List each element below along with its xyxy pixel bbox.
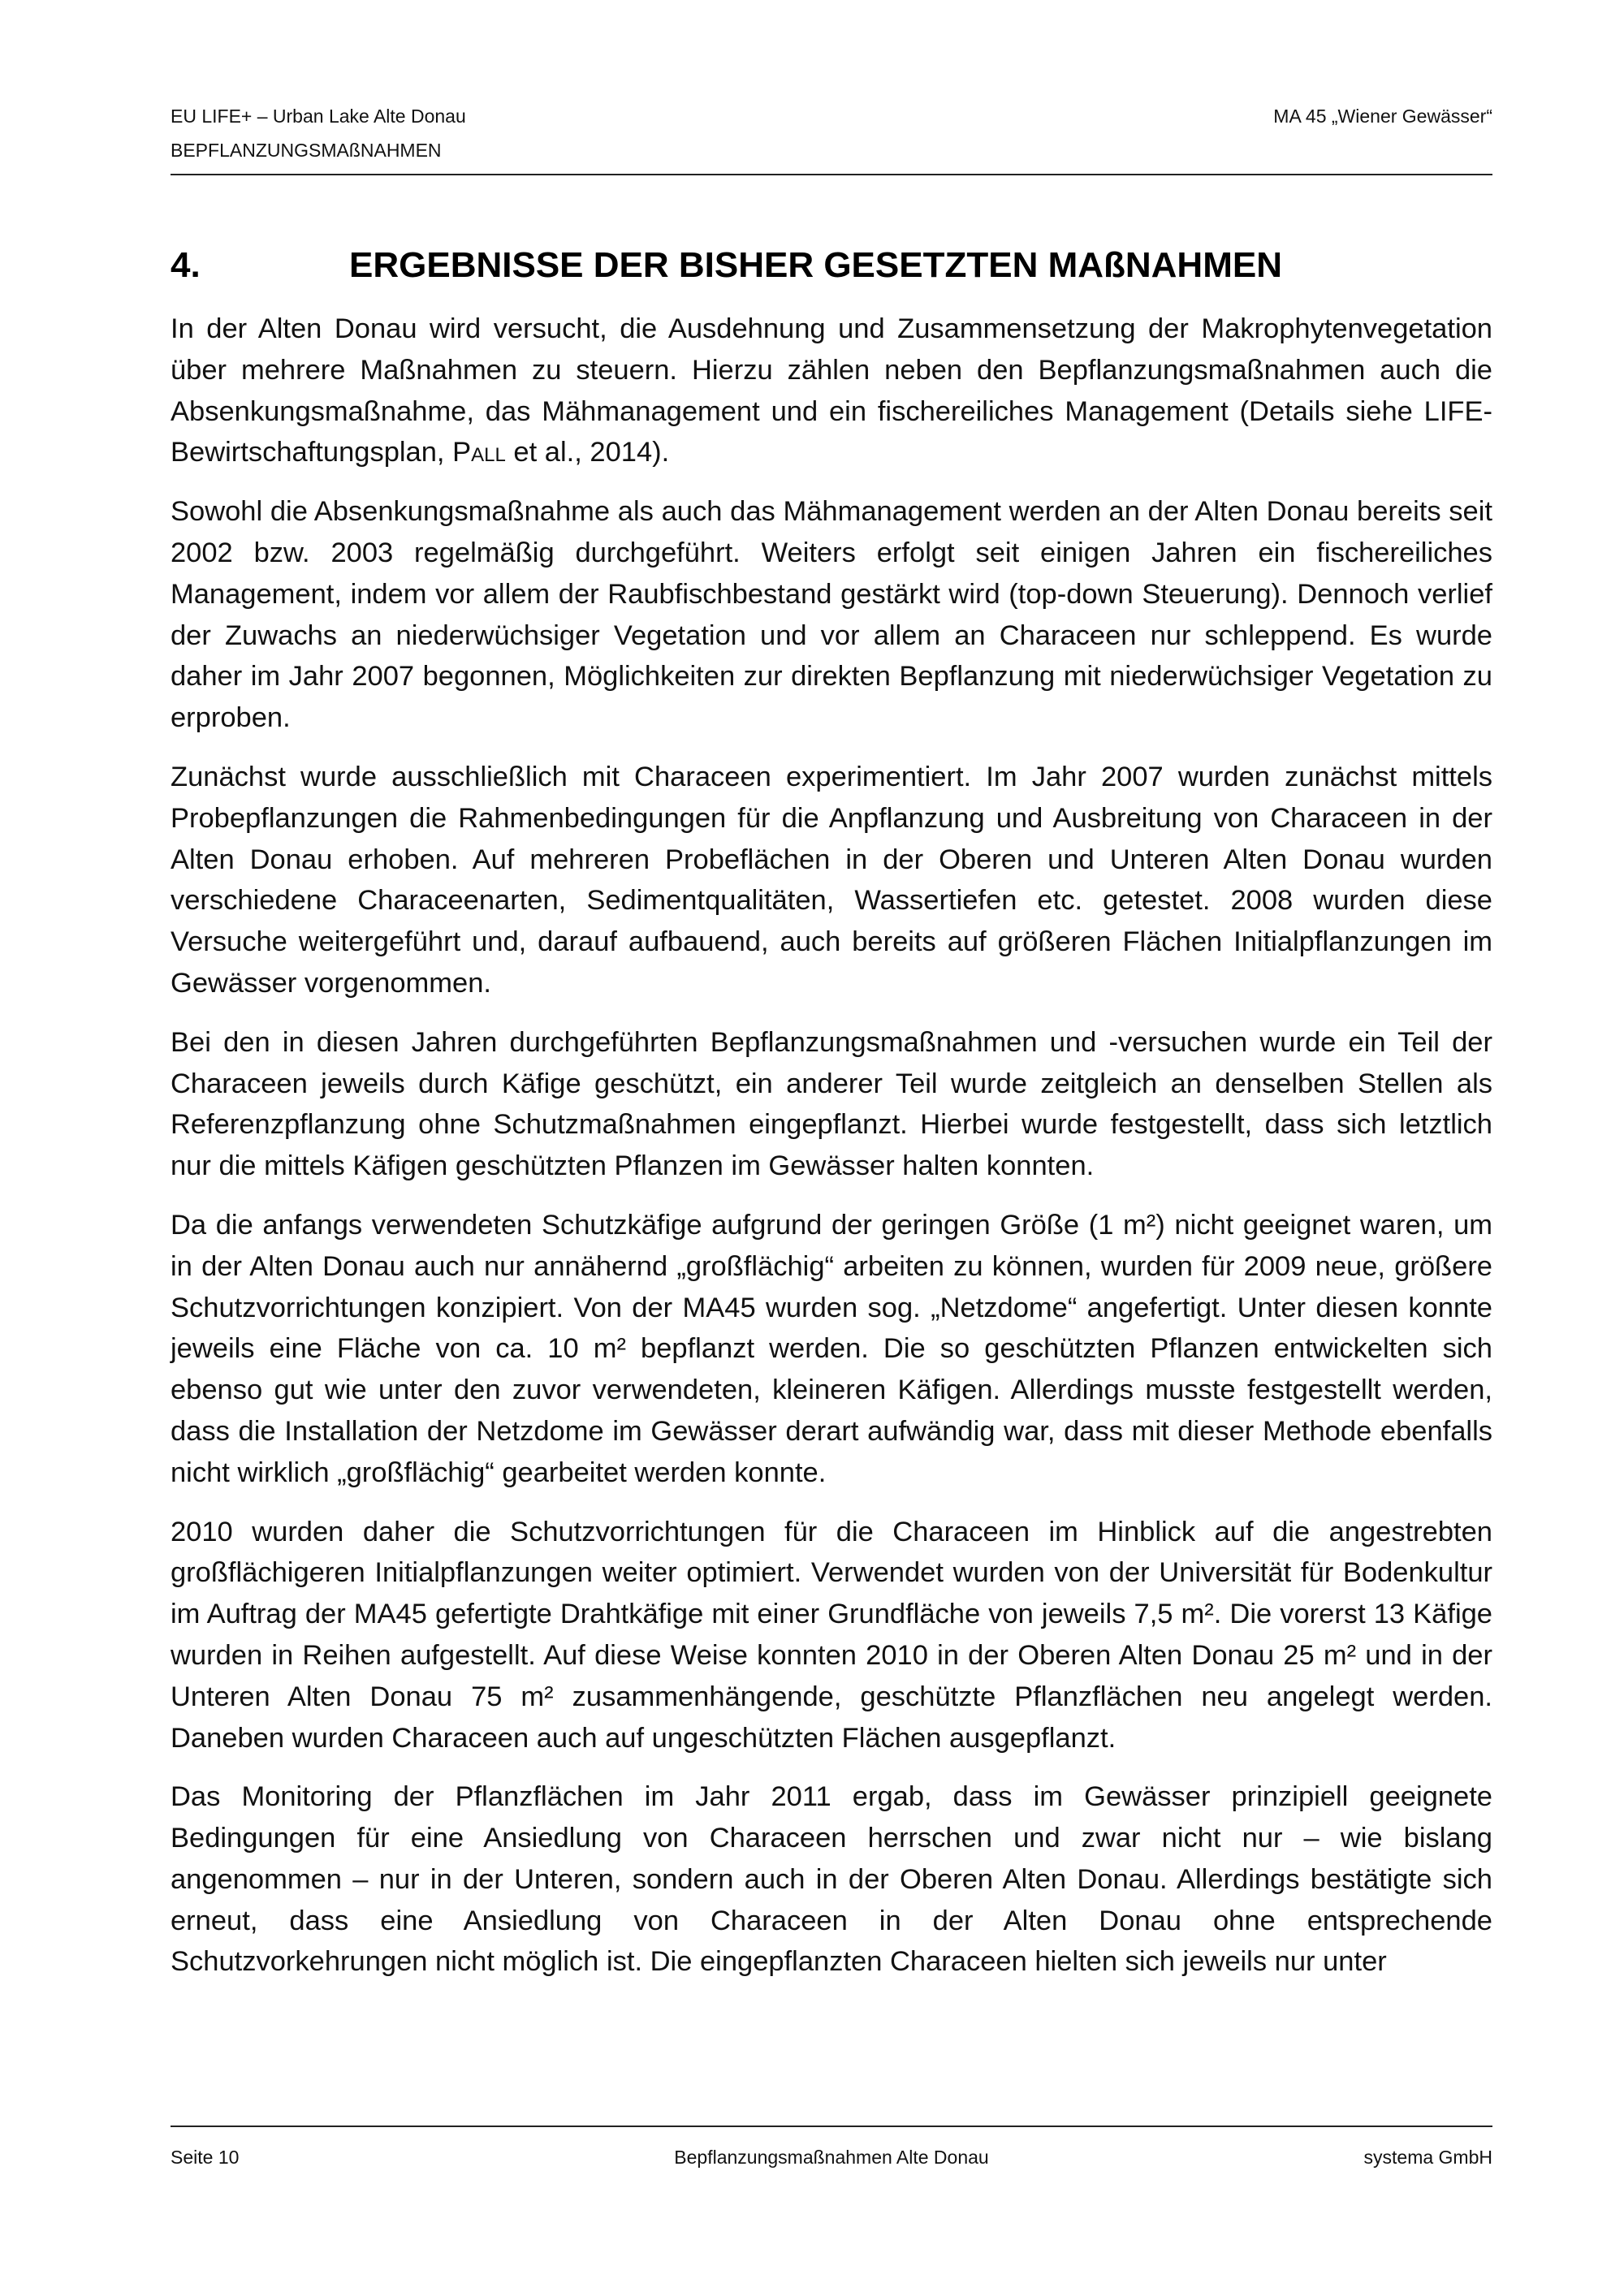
footer-company: systema GmbH — [1363, 2147, 1492, 2168]
paragraph-3: Zunächst wurde ausschließlich mit Characeen experimentiert. Im Jahr 2007 wurden zunächst mittels Probepflanzungen die Rahmenbedingungen für die Anpflanzung und Ausbreitung von Characeen in der Alten Donau erhoben. Auf mehreren Probeflächen in der Oberen und Unteren Alten Donau wurden verschiedene Characeenarten, Sedimentqualitäten, Wassertiefen etc. getestet. 2008 wurden diese Versuche weitergeführt und, darauf aufbauend, auch bereits auf größeren Flächen Initialpflanzungen im Gewässer vorgenommen. — [171, 761, 1492, 999]
header-organization: MA 45 „Wiener Gewässer“ — [1273, 106, 1492, 127]
page-footer — [171, 2126, 1492, 2176]
citation-author: Pall — [452, 437, 506, 468]
chapter-heading — [171, 245, 1492, 286]
page-header — [171, 99, 1492, 175]
paragraph-5: Da die anfangs verwendeten Schutzkäfige aufgrund der geringen Größe (1 m²) nicht geeignet waren, um in der Alten Donau auch nur annähernd „großflächig“ arbeiten zu können, wurden für 2009 neue, größere Schutzvorrichtungen konzipiert. Von der MA45 wurden sog. „Netzdome“ angefertigt. Unter diesen konnte jeweils eine Fläche von ca. 10 m² bepflanzt werden. Die so geschützten Pflanzen entwickelten sich ebenso gut wie unter den zuvor verwendeten, kleineren Käfigen. Allerdings musste festgestellt werden, dass die Installation der Netzdome im Gewässer derart aufwändig war, dass mit dieser Methode ebenfalls nicht wirklich „großflächig“ gearbeitet werden konnte. — [171, 1209, 1492, 1488]
paragraph-4: Bei den in diesen Jahren durchgeführten Bepflanzungsmaßnahmen und -versuchen wurde ein Teil der Characeen jeweils durch Käfige geschützt, ein anderer Teil wurde zeitgleich an denselben Stellen als Referenzpflanzung ohne Schutzmaßnahmen eingepflanzt. Hierbei wurde festgestellt, dass sich letztlich nur die mittels Käfigen geschützten Pflanzen im Gewässer halten konnten. — [171, 1026, 1492, 1182]
paragraph-1 — [171, 309, 1492, 473]
footer-page-number: Seite 10 — [171, 2147, 240, 2168]
footer-document-title: Bepflanzungsmaßnahmen Alte Donau — [674, 2147, 989, 2168]
paragraph-1-text: In der Alten Donau wird versucht, die Ausdehnung und Zusammensetzung der Makrophytenvegetation über mehrere Maßnahmen zu steuern. Hierzu zählen neben den Bepflanzungsmaßnahmen auch die Absenkungsmaßnahme, das Mähmanagement und ein fischereiliches Management (Details siehe LIFE-Bewirtschaftungsplan, — [171, 313, 1492, 468]
paragraph-2: Sowohl die Absenkungsmaßnahme als auch das Mähmanagement werden an der Alten Donau bereits seit 2002 bzw. 2003 regelmäßig durchgeführt. Weiters erfolgt seit einigen Jahren ein fischereiliches Management, indem vor allem der Raubfischbestand gestärkt wird (top-down Steuerung). Dennoch verlief der Zuwachs an niederwüchsiger Vegetation und vor allem an Characeen nur schleppend. Es wurde daher im Jahr 2007 begonnen, Möglichkeiten zur direkten Bepflanzung mit niederwüchsiger Vegetation zu erproben. — [171, 496, 1492, 734]
chapter-title: ERGEBNISSE DER BISHER GESETZTEN MAßNAHMEN — [349, 245, 1282, 285]
header-section: BEPFLANZUNGSMAßNAHMEN — [171, 140, 442, 161]
header-project: EU LIFE+ – Urban Lake Alte Donau — [171, 106, 466, 127]
paragraph-7: Das Monitoring der Pflanzflächen im Jahr 2011 ergab, dass im Gewässer prinzipiell geeignete Bedingungen für eine Ansiedlung von Characeen herrschen und zwar nicht nur – wie bislang angenommen – nur in der Unteren, sondern auch in der Oberen Alten Donau. Allerdings bestätigte sich erneut, dass eine Ansiedlung von Characeen in der Alten Donau ohne entsprechende Schutzvorkehrungen nicht möglich ist. Die eingepflanzten Characeen hielten sich jeweils nur unter — [171, 1781, 1492, 1978]
paragraph-6: 2010 wurden daher die Schutzvorrichtungen für die Characeen im Hinblick auf die angestrebten großflächigeren Initialpflanzungen weiter optimiert. Verwendet wurden von der Universität für Bodenkultur im Auftrag der MA45 gefertigte Drahtkäfige mit einer Grundfläche von jeweils 7,5 m². Die vorerst 13 Käfige wurden in Reihen aufgestellt. Auf diese Weise konnten 2010 in der Oberen Alten Donau 25 m² und in der Unteren Alten Donau 75 m² zusammenhängende, geschützte Pflanzflächen neu angelegt werden. Daneben wurden Characeen auch auf ungeschützten Flächen ausgepflanzt. — [171, 1516, 1492, 1754]
chapter-number: 4. — [171, 245, 201, 285]
paragraph-1-text-end: et al., 2014). — [505, 437, 670, 468]
body-text — [171, 309, 1492, 2000]
